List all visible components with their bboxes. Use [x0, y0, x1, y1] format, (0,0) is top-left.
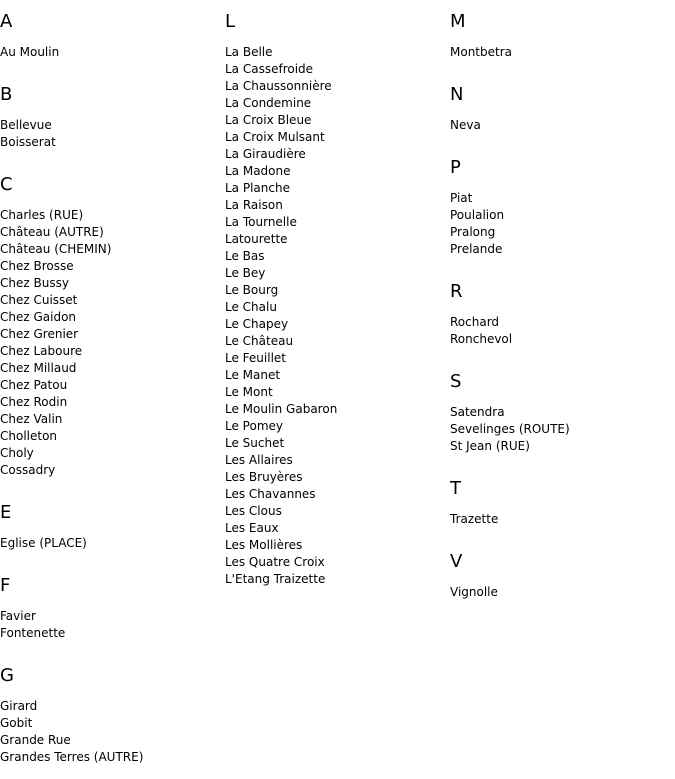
street-item[interactable]: Choly: [0, 446, 34, 460]
street-item[interactable]: La Chaussonnière: [225, 79, 332, 93]
street-item[interactable]: St Jean (RUE): [450, 439, 530, 453]
street-item[interactable]: Rochard: [450, 315, 500, 329]
street-item[interactable]: Satendra: [450, 405, 505, 419]
street-item[interactable]: Le Suchet: [225, 436, 285, 450]
street-item[interactable]: Le Bas: [225, 249, 265, 263]
street-list: [225, 44, 445, 588]
street-item[interactable]: Sevelinges (ROUTE): [450, 422, 570, 436]
street-item[interactable]: Chez Grenier: [0, 327, 79, 341]
street-item[interactable]: Prelande: [450, 242, 503, 256]
letter-section-l: [225, 11, 445, 588]
index-column-2: [225, 0, 445, 588]
street-item[interactable]: Le Château: [225, 334, 294, 348]
street-item[interactable]: Chez Millaud: [0, 361, 77, 375]
street-item[interactable]: Poulalion: [450, 208, 505, 222]
street-item[interactable]: Les Bruyères: [225, 470, 303, 484]
street-item[interactable]: Les Chavannes: [225, 487, 316, 501]
street-item[interactable]: L'Etang Traizette: [225, 572, 326, 586]
street-item[interactable]: Chez Gaidon: [0, 310, 77, 324]
letter-section-f: [0, 575, 220, 642]
street-item[interactable]: Les Quatre Croix: [225, 555, 325, 569]
street-item[interactable]: Grande Rue: [0, 733, 71, 747]
letter-section-v: [450, 551, 670, 601]
street-item[interactable]: Montbetra: [450, 45, 512, 59]
street-item[interactable]: Boisserat: [0, 135, 56, 149]
letter-section-n: [450, 84, 670, 134]
street-item[interactable]: Chez Cuisset: [0, 293, 78, 307]
section-letter-heading: V: [450, 551, 463, 572]
section-letter-heading: C: [0, 174, 13, 195]
section-letter-heading: N: [450, 84, 464, 105]
street-item[interactable]: Trazette: [450, 512, 499, 526]
letter-section-b: [0, 84, 220, 151]
letter-section-s: [450, 371, 670, 455]
street-item[interactable]: Le Moulin Gabaron: [225, 402, 338, 416]
street-list: [0, 207, 220, 479]
street-item[interactable]: La Condemine: [225, 96, 312, 110]
letter-section-g: [0, 665, 220, 766]
street-list: [0, 535, 220, 552]
letter-section-c: [0, 174, 220, 479]
street-item[interactable]: Chez Brosse: [0, 259, 74, 273]
letter-section-a: [0, 11, 220, 61]
letter-section-t: [450, 478, 670, 528]
section-letter-heading: A: [0, 11, 13, 32]
street-item[interactable]: Château (CHEMIN): [0, 242, 112, 256]
street-item[interactable]: Le Bourg: [225, 283, 279, 297]
street-list: [0, 698, 220, 766]
street-item[interactable]: Gobit: [0, 716, 33, 730]
street-item[interactable]: Chez Rodin: [0, 395, 68, 409]
section-letter-heading: T: [450, 478, 461, 499]
section-letter-heading: S: [450, 371, 462, 392]
street-item[interactable]: La Belle: [225, 45, 273, 59]
street-item[interactable]: La Raison: [225, 198, 283, 212]
street-item[interactable]: Le Chalu: [225, 300, 277, 314]
street-item[interactable]: La Croix Bleue: [225, 113, 312, 127]
street-item[interactable]: Bellevue: [0, 118, 52, 132]
street-item[interactable]: Chez Patou: [0, 378, 68, 392]
street-item[interactable]: Favier: [0, 609, 36, 623]
section-letter-heading: R: [450, 281, 463, 302]
street-item[interactable]: Eglise (PLACE): [0, 536, 87, 550]
street-item[interactable]: Les Clous: [225, 504, 282, 518]
street-item[interactable]: Ronchevol: [450, 332, 513, 346]
street-list: [450, 190, 670, 258]
street-item[interactable]: Au Moulin: [0, 45, 60, 59]
section-letter-heading: F: [0, 575, 11, 596]
letter-section-p: [450, 157, 670, 258]
street-item[interactable]: Le Manet: [225, 368, 281, 382]
street-item[interactable]: Cossadry: [0, 463, 56, 477]
street-list: [450, 314, 670, 348]
section-letter-heading: G: [0, 665, 14, 686]
street-item[interactable]: Girard: [0, 699, 38, 713]
street-item[interactable]: Le Feuillet: [225, 351, 286, 365]
street-item[interactable]: Cholleton: [0, 429, 58, 443]
section-letter-heading: B: [0, 84, 13, 105]
street-item[interactable]: Le Bey: [225, 266, 266, 280]
letter-section-e: [0, 502, 220, 552]
letter-section-r: [450, 281, 670, 348]
street-list: [450, 511, 670, 528]
street-list: [450, 44, 670, 61]
street-item[interactable]: Château (AUTRE): [0, 225, 104, 239]
street-item[interactable]: Le Pomey: [225, 419, 283, 433]
street-item[interactable]: La Tournelle: [225, 215, 297, 229]
street-item[interactable]: Piat: [450, 191, 473, 205]
street-item[interactable]: La Madone: [225, 164, 291, 178]
street-item[interactable]: Pralong: [450, 225, 496, 239]
section-letter-heading: P: [450, 157, 461, 178]
street-item[interactable]: Vignolle: [450, 585, 498, 599]
street-item[interactable]: Latourette: [225, 232, 288, 246]
section-letter-heading: M: [450, 11, 466, 32]
index-column-3: [450, 0, 670, 601]
street-list: [450, 117, 670, 134]
street-list: [0, 608, 220, 642]
street-item[interactable]: Le Mont: [225, 385, 273, 399]
section-letter-heading: L: [225, 11, 236, 32]
street-item[interactable]: Charles (RUE): [0, 208, 84, 222]
street-item[interactable]: Chez Laboure: [0, 344, 83, 358]
street-item[interactable]: Les Allaires: [225, 453, 293, 467]
street-item[interactable]: Le Chapey: [225, 317, 289, 331]
street-list: [0, 117, 220, 151]
street-list: [450, 584, 670, 601]
street-item[interactable]: Chez Valin: [0, 412, 63, 426]
street-item[interactable]: Chez Bussy: [0, 276, 69, 290]
street-item[interactable]: La Giraudière: [225, 147, 306, 161]
street-list: [450, 404, 670, 455]
street-item[interactable]: Fontenette: [0, 626, 66, 640]
street-item[interactable]: Les Mollières: [225, 538, 303, 552]
street-list: [0, 44, 220, 61]
index-column-1: [0, 0, 220, 766]
street-item[interactable]: Les Eaux: [225, 521, 279, 535]
section-letter-heading: E: [0, 502, 12, 523]
street-item[interactable]: Grandes Terres (AUTRE): [0, 750, 144, 764]
letter-section-m: [450, 11, 670, 61]
street-item[interactable]: Neva: [450, 118, 481, 132]
street-item[interactable]: La Cassefroide: [225, 62, 314, 76]
street-item[interactable]: La Planche: [225, 181, 290, 195]
street-item[interactable]: La Croix Mulsant: [225, 130, 325, 144]
